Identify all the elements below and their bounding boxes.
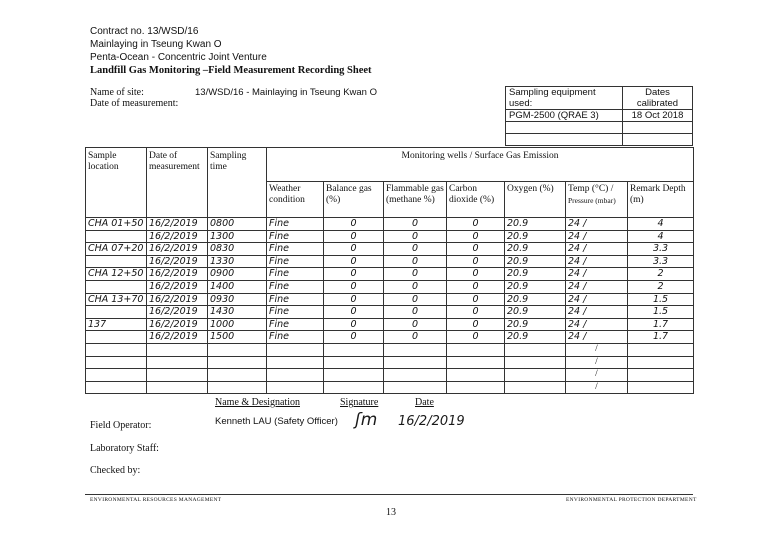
joint-venture: Penta-Ocean - Concentric Joint Venture	[90, 52, 267, 63]
cell-flammable: 0	[384, 230, 447, 243]
cell-temp: 24 /	[566, 255, 628, 268]
calibrated-empty-cell	[623, 122, 693, 134]
cell-balance: 0	[324, 268, 384, 281]
cell-balance: 0	[324, 243, 384, 256]
cell-remark: 4	[628, 230, 694, 243]
empty-table-row	[86, 356, 694, 369]
cell-time: 1500	[208, 331, 267, 344]
empty-cell	[447, 369, 505, 382]
cell-carbon: 0	[447, 306, 505, 319]
cell-weather: Fine	[267, 230, 324, 243]
cell-flammable: 0	[384, 280, 447, 293]
empty-cell	[384, 381, 447, 394]
cell-date: 16/2/2019	[147, 255, 208, 268]
empty-cell	[324, 381, 384, 394]
cell-date: 16/2/2019	[147, 293, 208, 306]
cell-oxygen: 20.9	[505, 218, 566, 231]
cell-flammable: 0	[384, 268, 447, 281]
equipment-header: Sampling equipment used:	[506, 87, 623, 110]
cell-flammable: 0	[384, 306, 447, 319]
sheet-title: Landfill Gas Monitoring –Field Measurement Recording Sheet	[90, 65, 372, 76]
cell-weather: Fine	[267, 306, 324, 319]
empty-cell	[505, 356, 566, 369]
cell-weather: Fine	[267, 331, 324, 344]
empty-cell	[628, 356, 694, 369]
cell-time: 1330	[208, 255, 267, 268]
cell-date: 16/2/2019	[147, 306, 208, 319]
empty-cell	[147, 356, 208, 369]
col-weather: Weather condition	[267, 182, 324, 218]
empty-cell	[324, 356, 384, 369]
empty-cell	[267, 369, 324, 382]
col-group-monitoring: Monitoring wells / Surface Gas Emission	[267, 148, 694, 182]
signoff-date-header: Date	[415, 397, 434, 408]
cell-oxygen: 20.9	[505, 306, 566, 319]
cell-oxygen: 20.9	[505, 293, 566, 306]
cell-date: 16/2/2019	[147, 230, 208, 243]
empty-table-row	[86, 381, 694, 394]
contract-number: Contract no. 13/WSD/16	[90, 26, 199, 37]
cell-time: 1300	[208, 230, 267, 243]
cell-temp: 24 /	[566, 306, 628, 319]
cell-location	[86, 280, 147, 293]
cell-temp: 24 /	[566, 293, 628, 306]
cell-oxygen: 20.9	[505, 230, 566, 243]
col-flammable-gas: Flammable gas (methane %)	[384, 182, 447, 218]
table-row	[86, 243, 694, 256]
footer-left: ENVIRONMENTAL RESOURCES MANAGEMENT	[90, 497, 222, 503]
cell-location: 137	[86, 318, 147, 331]
cell-flammable: 0	[384, 293, 447, 306]
cell-balance: 0	[324, 280, 384, 293]
empty-cell: /	[566, 381, 628, 394]
empty-cell	[208, 343, 267, 356]
empty-cell	[86, 343, 147, 356]
measurement-date-label: Date of measurement:	[90, 98, 179, 109]
signature-mark: ʃm	[355, 410, 378, 430]
empty-cell	[86, 369, 147, 382]
cell-date: 16/2/2019	[147, 218, 208, 231]
cell-carbon: 0	[447, 218, 505, 231]
empty-cell: /	[566, 343, 628, 356]
empty-cell	[267, 343, 324, 356]
cell-oxygen: 20.9	[505, 280, 566, 293]
empty-cell	[267, 356, 324, 369]
cell-weather: Fine	[267, 318, 324, 331]
cell-remark: 3.3	[628, 243, 694, 256]
col-balance-gas: Balance gas (%)	[324, 182, 384, 218]
temp-label: Temp (°C) /	[568, 184, 614, 194]
empty-cell	[447, 381, 505, 394]
empty-cell	[505, 369, 566, 382]
footer-divider	[85, 494, 693, 495]
cell-time: 0900	[208, 268, 267, 281]
field-operator-date: 16/2/2019	[398, 414, 465, 429]
col-temp-pressure	[566, 182, 628, 218]
cell-balance: 0	[324, 331, 384, 344]
laboratory-staff-label: Laboratory Staff:	[90, 443, 159, 454]
checked-by-label: Checked by:	[90, 465, 141, 476]
cell-oxygen: 20.9	[505, 318, 566, 331]
cell-date: 16/2/2019	[147, 331, 208, 344]
cell-remark: 4	[628, 218, 694, 231]
cell-carbon: 0	[447, 230, 505, 243]
cell-remark: 1.5	[628, 293, 694, 306]
empty-cell	[384, 343, 447, 356]
cell-time: 0830	[208, 243, 267, 256]
calibrated-header: Dates calibrated	[623, 87, 693, 110]
cell-time: 0930	[208, 293, 267, 306]
cell-temp: 24 /	[566, 230, 628, 243]
col-sampling-time: Sampling time	[208, 148, 267, 218]
cell-carbon: 0	[447, 268, 505, 281]
project-name: Mainlaying in Tseung Kwan O	[90, 39, 222, 50]
equipment-empty-cell	[506, 122, 623, 134]
empty-table-row	[86, 369, 694, 382]
table-row	[86, 255, 694, 268]
cell-location	[86, 255, 147, 268]
cell-date: 16/2/2019	[147, 268, 208, 281]
col-sample-location: Sample location	[86, 148, 147, 218]
field-operator-name: Kenneth LAU (Safety Officer)	[215, 416, 338, 427]
cell-date: 16/2/2019	[147, 243, 208, 256]
cell-carbon: 0	[447, 280, 505, 293]
equipment-empty-cell	[506, 134, 623, 146]
empty-cell	[208, 381, 267, 394]
empty-cell	[628, 343, 694, 356]
col-remark-depth: Remark Depth (m)	[628, 182, 694, 218]
empty-cell: /	[566, 369, 628, 382]
cell-temp: 24 /	[566, 318, 628, 331]
empty-cell	[324, 369, 384, 382]
cell-weather: Fine	[267, 293, 324, 306]
pressure-label: Pressure (mbar)	[568, 196, 616, 205]
cell-weather: Fine	[267, 218, 324, 231]
cell-location: CHA 12+50	[86, 268, 147, 281]
cell-carbon: 0	[447, 293, 505, 306]
empty-cell	[86, 356, 147, 369]
cell-flammable: 0	[384, 243, 447, 256]
cell-remark: 2	[628, 280, 694, 293]
cell-oxygen: 20.9	[505, 243, 566, 256]
empty-cell	[505, 343, 566, 356]
table-row	[86, 293, 694, 306]
cell-carbon: 0	[447, 243, 505, 256]
cell-location	[86, 230, 147, 243]
table-row	[86, 331, 694, 344]
cell-weather: Fine	[267, 268, 324, 281]
cell-time: 1000	[208, 318, 267, 331]
site-name-value: 13/WSD/16 - Mainlaying in Tseung Kwan O	[195, 87, 377, 98]
cell-oxygen: 20.9	[505, 268, 566, 281]
cell-time: 0800	[208, 218, 267, 231]
page-number: 13	[386, 507, 396, 518]
cell-remark: 2	[628, 268, 694, 281]
empty-cell	[324, 343, 384, 356]
cell-flammable: 0	[384, 318, 447, 331]
cell-balance: 0	[324, 318, 384, 331]
cell-location	[86, 306, 147, 319]
field-operator-label: Field Operator:	[90, 420, 152, 431]
signoff-signature-header: Signature	[340, 397, 379, 408]
cell-oxygen: 20.9	[505, 255, 566, 268]
cell-balance: 0	[324, 230, 384, 243]
cell-temp: 24 /	[566, 331, 628, 344]
cell-temp: 24 /	[566, 280, 628, 293]
empty-cell	[208, 369, 267, 382]
cell-flammable: 0	[384, 255, 447, 268]
empty-cell	[147, 381, 208, 394]
cell-balance: 0	[324, 255, 384, 268]
cell-remark: 3.3	[628, 255, 694, 268]
empty-cell	[447, 343, 505, 356]
table-row	[86, 306, 694, 319]
empty-cell	[628, 381, 694, 394]
empty-cell	[147, 369, 208, 382]
table-row	[86, 218, 694, 231]
cell-remark: 1.5	[628, 306, 694, 319]
cell-temp: 24 /	[566, 218, 628, 231]
table-row	[86, 280, 694, 293]
cell-location	[86, 331, 147, 344]
cell-flammable: 0	[384, 331, 447, 344]
cell-balance: 0	[324, 306, 384, 319]
footer-right: ENVIRONMENTAL PROTECTION DEPARTMENT	[566, 497, 697, 503]
col-carbon-dioxide: Carbon dioxide (%)	[447, 182, 505, 218]
empty-cell	[384, 356, 447, 369]
cell-flammable: 0	[384, 218, 447, 231]
cell-location: CHA 01+50	[86, 218, 147, 231]
cell-time: 1430	[208, 306, 267, 319]
table-row	[86, 318, 694, 331]
col-date: Date of measurement	[147, 148, 208, 218]
gas-monitoring-table	[85, 147, 694, 394]
cell-balance: 0	[324, 293, 384, 306]
empty-cell	[86, 381, 147, 394]
cell-remark: 1.7	[628, 318, 694, 331]
empty-cell	[267, 381, 324, 394]
cell-time: 1400	[208, 280, 267, 293]
table-row	[86, 268, 694, 281]
equipment-table	[505, 86, 693, 146]
empty-cell	[505, 381, 566, 394]
cell-carbon: 0	[447, 255, 505, 268]
cell-date: 16/2/2019	[147, 280, 208, 293]
empty-cell	[147, 343, 208, 356]
equipment-value: PGM-2500 (QRAE 3)	[506, 110, 623, 122]
calibrated-empty-cell	[623, 134, 693, 146]
cell-temp: 24 /	[566, 243, 628, 256]
empty-cell	[628, 369, 694, 382]
cell-balance: 0	[324, 218, 384, 231]
cell-location: CHA 07+20	[86, 243, 147, 256]
cell-date: 16/2/2019	[147, 318, 208, 331]
empty-table-row	[86, 343, 694, 356]
calibrated-value: 18 Oct 2018	[623, 110, 693, 122]
cell-carbon: 0	[447, 331, 505, 344]
cell-carbon: 0	[447, 318, 505, 331]
cell-remark: 1.7	[628, 331, 694, 344]
cell-weather: Fine	[267, 255, 324, 268]
cell-weather: Fine	[267, 243, 324, 256]
cell-temp: 24 /	[566, 268, 628, 281]
empty-cell	[208, 356, 267, 369]
empty-cell	[384, 369, 447, 382]
site-name-label: Name of site:	[90, 87, 144, 98]
table-row	[86, 230, 694, 243]
cell-location: CHA 13+70	[86, 293, 147, 306]
col-oxygen: Oxygen (%)	[505, 182, 566, 218]
signoff-name-header: Name & Designation	[215, 397, 300, 408]
empty-cell: /	[566, 356, 628, 369]
cell-oxygen: 20.9	[505, 331, 566, 344]
empty-cell	[447, 356, 505, 369]
cell-weather: Fine	[267, 280, 324, 293]
